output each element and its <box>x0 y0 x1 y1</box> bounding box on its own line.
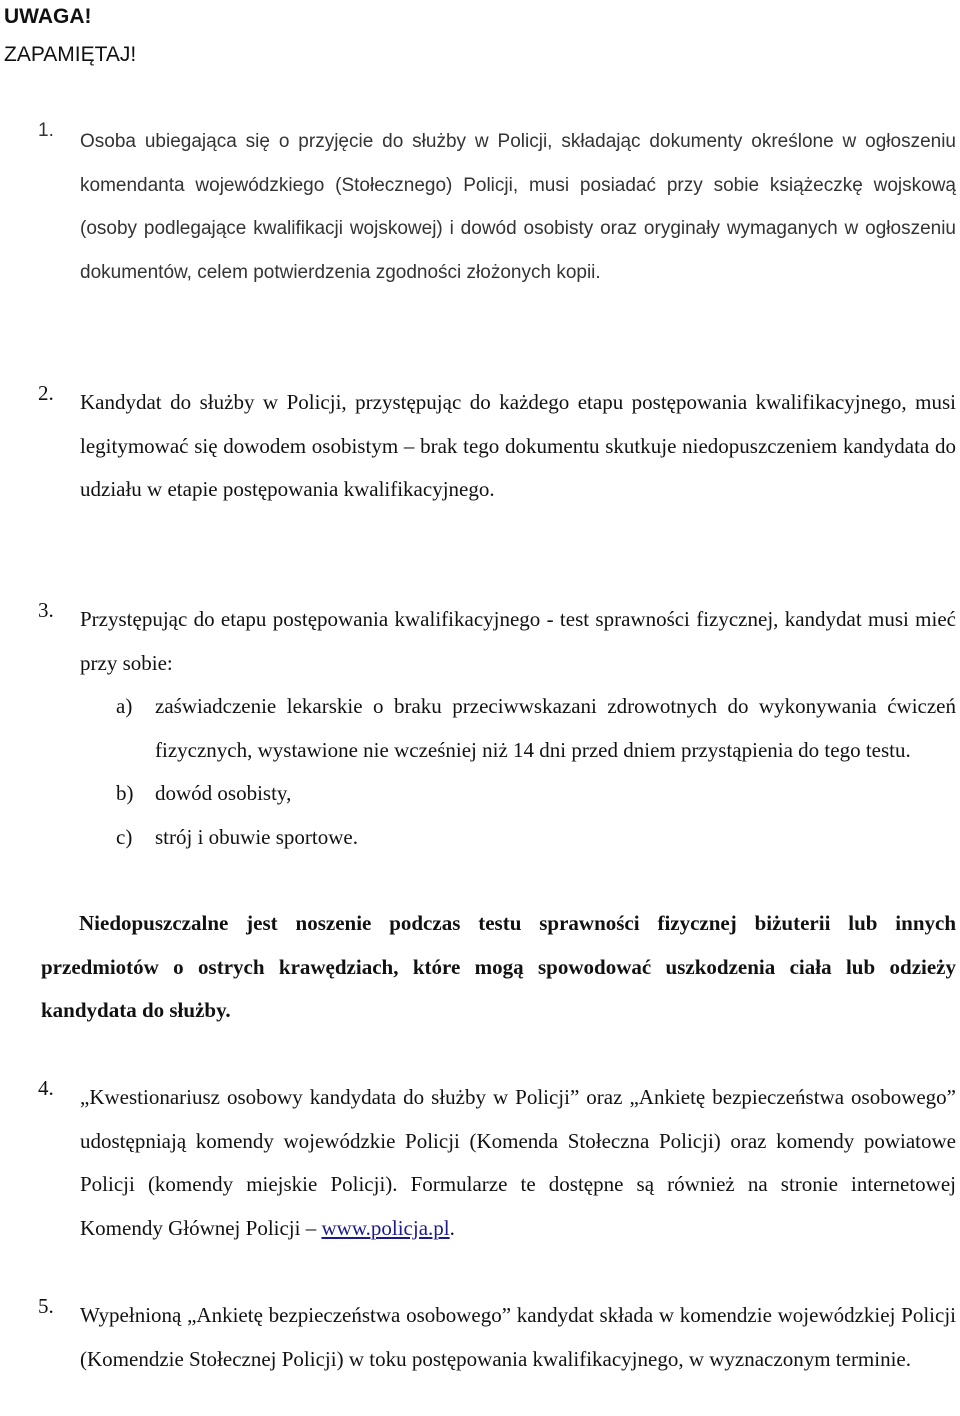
item-text: Przystępując do etapu postępowania kwalifikacyjnego - test sprawności fizycznej, kandydat musi mieć przy sobie: <box>80 607 956 675</box>
list-item-4 <box>38 1076 956 1250</box>
list-item-5 <box>38 1294 956 1381</box>
item-number: 5. <box>38 1294 54 1318</box>
item-text: Wypełnioną „Ankietę bezpieczeństwa osobowego” kandydat składa w komendzie wojewódzkiej Policji (Komendzie Stołecznej Policji) w toku postępowania kwalifikacyjnego, w wyznaczonym terminie. <box>80 1303 956 1371</box>
requirements-sublist <box>116 685 956 859</box>
list-item-1 <box>38 120 956 294</box>
list-item-3 <box>38 598 956 685</box>
sublist-text: strój i obuwie sportowe. <box>155 824 358 849</box>
sublist-letter: b) <box>116 781 134 805</box>
item-text: Kandydat do służby w Policji, przystępując do każdego etapu postępowania kwalifikacyjnego, musi legitymować się dowodem osobistym – brak tego dokumentu skutkuje niedopuszczeniem kandydata do udziału w etapie postępowania kwalifikacyjnego. <box>80 390 956 501</box>
item-text-before-link: „Kwestionariusz osobowy kandydata do służby w Policji” oraz „Ankietę bezpieczeństwa osobowego” udostępniają komendy wojewódzkie Policji (Komenda Stołeczna Policji) oraz komendy powiatowe Policji (komendy miejskie Policji). Formularze te dostępne są również na stronie internetowej Komendy Głównej Policji – <box>80 1085 956 1240</box>
jewelry-warning: Niedopuszczalne jest noszenie podczas testu sprawności fizycznej biżuterii lub innych przedmiotów o ostrych krawędziach, które mogą spowodować uszkodzenia ciała lub odzieży kandydata do służby. <box>41 911 956 1022</box>
sublist-letter: c) <box>116 824 133 849</box>
sublist-item <box>116 772 956 816</box>
list-item-2 <box>38 381 956 512</box>
item-number: 4. <box>38 1076 54 1100</box>
sublist-text: dowód osobisty, <box>155 781 292 805</box>
sublist-item <box>116 685 956 772</box>
item-text <box>80 1076 956 1250</box>
sublist-text: zaświadczenie lekarskie o braku przeciwwskazani zdrowotnych do wykonywania ćwiczeń fizycznych, wystawione nie wcześniej niż 14 dni przed dniem przystąpienia do tego testu. <box>155 694 956 762</box>
warning-heading: UWAGA! <box>4 5 92 28</box>
item-text: Osoba ubiegająca się o przyjęcie do służby w Policji, składając dokumenty określone w ogłoszeniu komendanta wojewódzkiego (Stołecznego) Policji, musi posiadać przy sobie książeczkę wojskową (osoby podlegające kwalifikacji wojskowej) i dowód osobisty oraz oryginały wymaganych w ogłoszeniu dokumentów, celem potwierdzenia zgodności złożonych kopii. <box>80 131 956 283</box>
item-number: 1. <box>38 120 54 141</box>
item-text-after-link: . <box>449 1215 455 1240</box>
item-number: 2. <box>38 381 54 405</box>
sublist-item <box>116 816 956 860</box>
remember-heading: ZAPAMIĘTAJ! <box>4 43 137 66</box>
item-number: 3. <box>38 598 54 622</box>
policja-website-link[interactable]: www.policja.pl <box>321 1215 450 1240</box>
sublist-letter: a) <box>116 694 133 718</box>
